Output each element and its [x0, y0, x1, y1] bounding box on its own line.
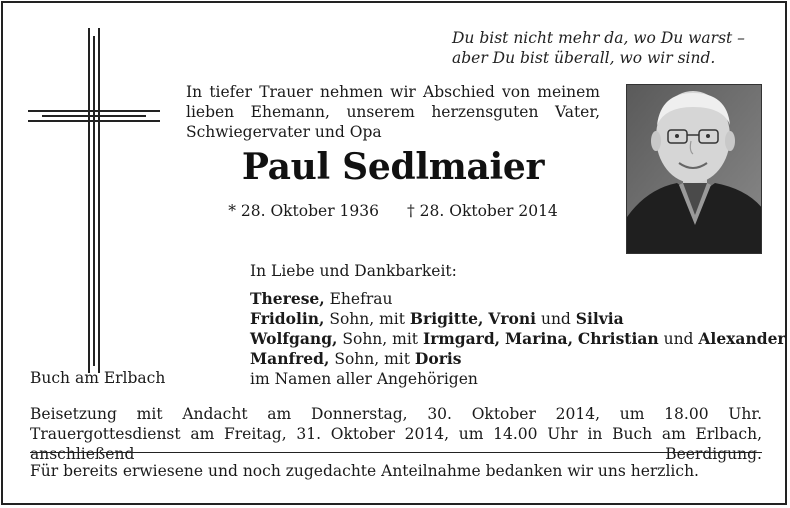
family-name: Vroni	[488, 309, 537, 328]
family-list	[250, 289, 786, 389]
quote-line-1: Du bist nicht mehr da, wo Du warst –	[452, 29, 745, 47]
family-name: Marina,	[505, 329, 573, 348]
birth-date: * 28. Oktober 1936	[228, 202, 379, 220]
family-name: Irmgard,	[422, 329, 501, 348]
family-row	[250, 289, 770, 309]
family-separator: und	[658, 330, 699, 348]
family-name: Fridolin,	[250, 309, 325, 328]
deceased-name: Paul Sedlmaier	[241, 146, 545, 188]
thanks-line: In Liebe und Dankbarkeit:	[250, 262, 457, 280]
death-date: † 28. Oktober 2014	[407, 202, 558, 220]
place-name: Buch am Erlbach	[30, 369, 166, 387]
closing-thanks: Für bereits erwiesene und noch zugedachte Anteilnahme bedanken wir uns herzlich.	[30, 462, 699, 480]
family-row	[250, 349, 770, 369]
memorial-quote	[452, 28, 772, 68]
family-row: im Namen aller Angehörigen	[250, 370, 478, 388]
family-name: Doris	[414, 349, 462, 368]
family-name: Christian	[577, 329, 659, 348]
family-separator: und	[536, 310, 576, 328]
family-relation: Sohn, mit	[329, 350, 415, 368]
family-name: Silvia	[575, 309, 624, 328]
life-dates	[186, 202, 600, 220]
family-name: Manfred,	[250, 349, 330, 368]
quote-line-2: aber Du bist überall, wo wir sind.	[452, 49, 716, 67]
family-relation: Ehefrau	[324, 290, 393, 308]
family-relation: Sohn, mit	[337, 330, 423, 348]
funeral-details: Beisetzung mit Andacht am Donnerstag, 30. Oktober 2014, um 18.00 Uhr. Trauergottesdienst am Freitag, 31. Oktober 2014, um 14.00 Uhr in Buch am Erlbach, anschließend Beerdigung.	[30, 405, 762, 463]
family-name: Brigitte,	[409, 309, 484, 328]
family-row	[250, 329, 786, 349]
family-name: Therese,	[250, 289, 325, 308]
family-row	[250, 309, 770, 329]
intro-text: In tiefer Trauer nehmen wir Abschied von meinem lieben Ehemann, unserem herzensguten Vater, Schwiegervater und Opa	[186, 83, 600, 141]
divider	[30, 452, 762, 453]
portrait-photo	[626, 84, 762, 254]
cross-icon	[28, 28, 160, 373]
family-name: Wolfgang,	[250, 329, 338, 348]
family-name: Alexander	[698, 329, 786, 348]
family-relation: Sohn, mit	[324, 310, 410, 328]
